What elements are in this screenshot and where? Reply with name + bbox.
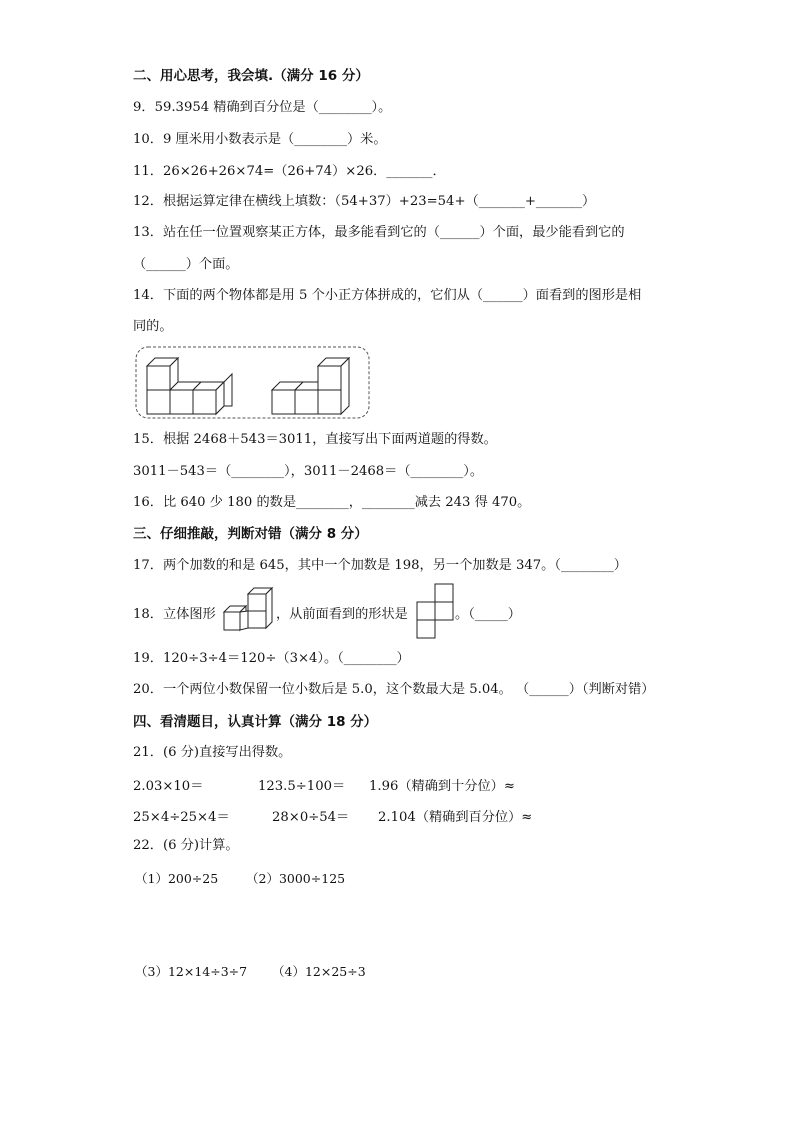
section-4-title: 四、看清题目，认真计算（满分 18 分）	[133, 714, 378, 730]
question-20: 20．一个两位小数保留一位小数后是 5.0，这个数最大是 5.04。 （______）（判断对错）	[133, 682, 655, 697]
question-9: 9．59.3954 精确到百分位是（________）。	[133, 100, 392, 115]
question-22: 22．(6 分)计算。	[133, 838, 239, 853]
question-19: 19．120÷3÷4＝120÷（3×4）。（________）	[133, 651, 410, 666]
question-14-line2: 同的。	[133, 319, 173, 334]
question-14-line1: 14．下面的两个物体都是用 5 个小正方体拼成的，它们从（______）面看到的图形是相	[133, 288, 642, 303]
question-12: 12．根据运算定律在横线上填数：（54+37）+23=54+（_______+_______）	[133, 194, 596, 209]
q22-item2: （2）3000÷125	[246, 871, 346, 886]
cube-solids-figure	[135, 346, 371, 420]
q18-front-view-figure	[415, 583, 455, 639]
section-3-title: 三、仔细推敲，判断对错（满分 8 分）	[133, 526, 368, 542]
question-10: 10．9 厘米用小数表示是（________）米。	[133, 132, 387, 147]
q22-item4: （4）12×25÷3	[272, 964, 366, 979]
question-21: 21．(6 分)直接写出得数。	[133, 745, 292, 760]
question-11: 11．26×26+26×74=（26+74）×26．_______．	[133, 164, 446, 179]
q21-row2-item1: 25×4÷25×4＝	[133, 810, 230, 825]
q21-row2-item3: 2.104（精确到百分位）≈	[378, 810, 533, 825]
q22-item3: （3）12×14÷3÷7	[135, 964, 248, 979]
question-18-suffix: 。（_____）	[455, 607, 521, 622]
question-16: 16．比 640 少 180 的数是________，________减去 243 得 470。	[133, 495, 531, 510]
question-18-prefix: 18．立体图形	[133, 607, 216, 622]
q21-row1-item3: 1.96（精确到十分位）≈	[369, 779, 515, 794]
question-15-line2: 3011－543＝（________），3011－2468＝（________）。	[133, 464, 484, 479]
q21-row1-item2: 123.5÷100＝	[258, 779, 346, 794]
q22-item1: （1）200÷25	[135, 871, 219, 886]
question-18-middle: ，从前面看到的形状是	[276, 607, 408, 622]
section-2-title: 二、用心思考，我会填.（满分 16 分）	[133, 68, 369, 84]
question-13-line2: （______）个面。	[133, 257, 239, 272]
q21-row1-item1: 2.03×10＝	[133, 779, 204, 794]
q18-solid-figure	[222, 584, 276, 634]
q21-row2-item2: 28×0÷54＝	[272, 810, 350, 825]
question-15-line1: 15．根据 2468＋543＝3011，直接写出下面两道题的得数。	[133, 432, 497, 447]
question-13-line1: 13．站在任一位置观察某正方体，最多能看到它的（______）个面，最少能看到它的	[133, 225, 625, 240]
question-17: 17．两个加数的和是 645，其中一个加数是 198，另一个加数是 347。（________）	[133, 558, 627, 573]
